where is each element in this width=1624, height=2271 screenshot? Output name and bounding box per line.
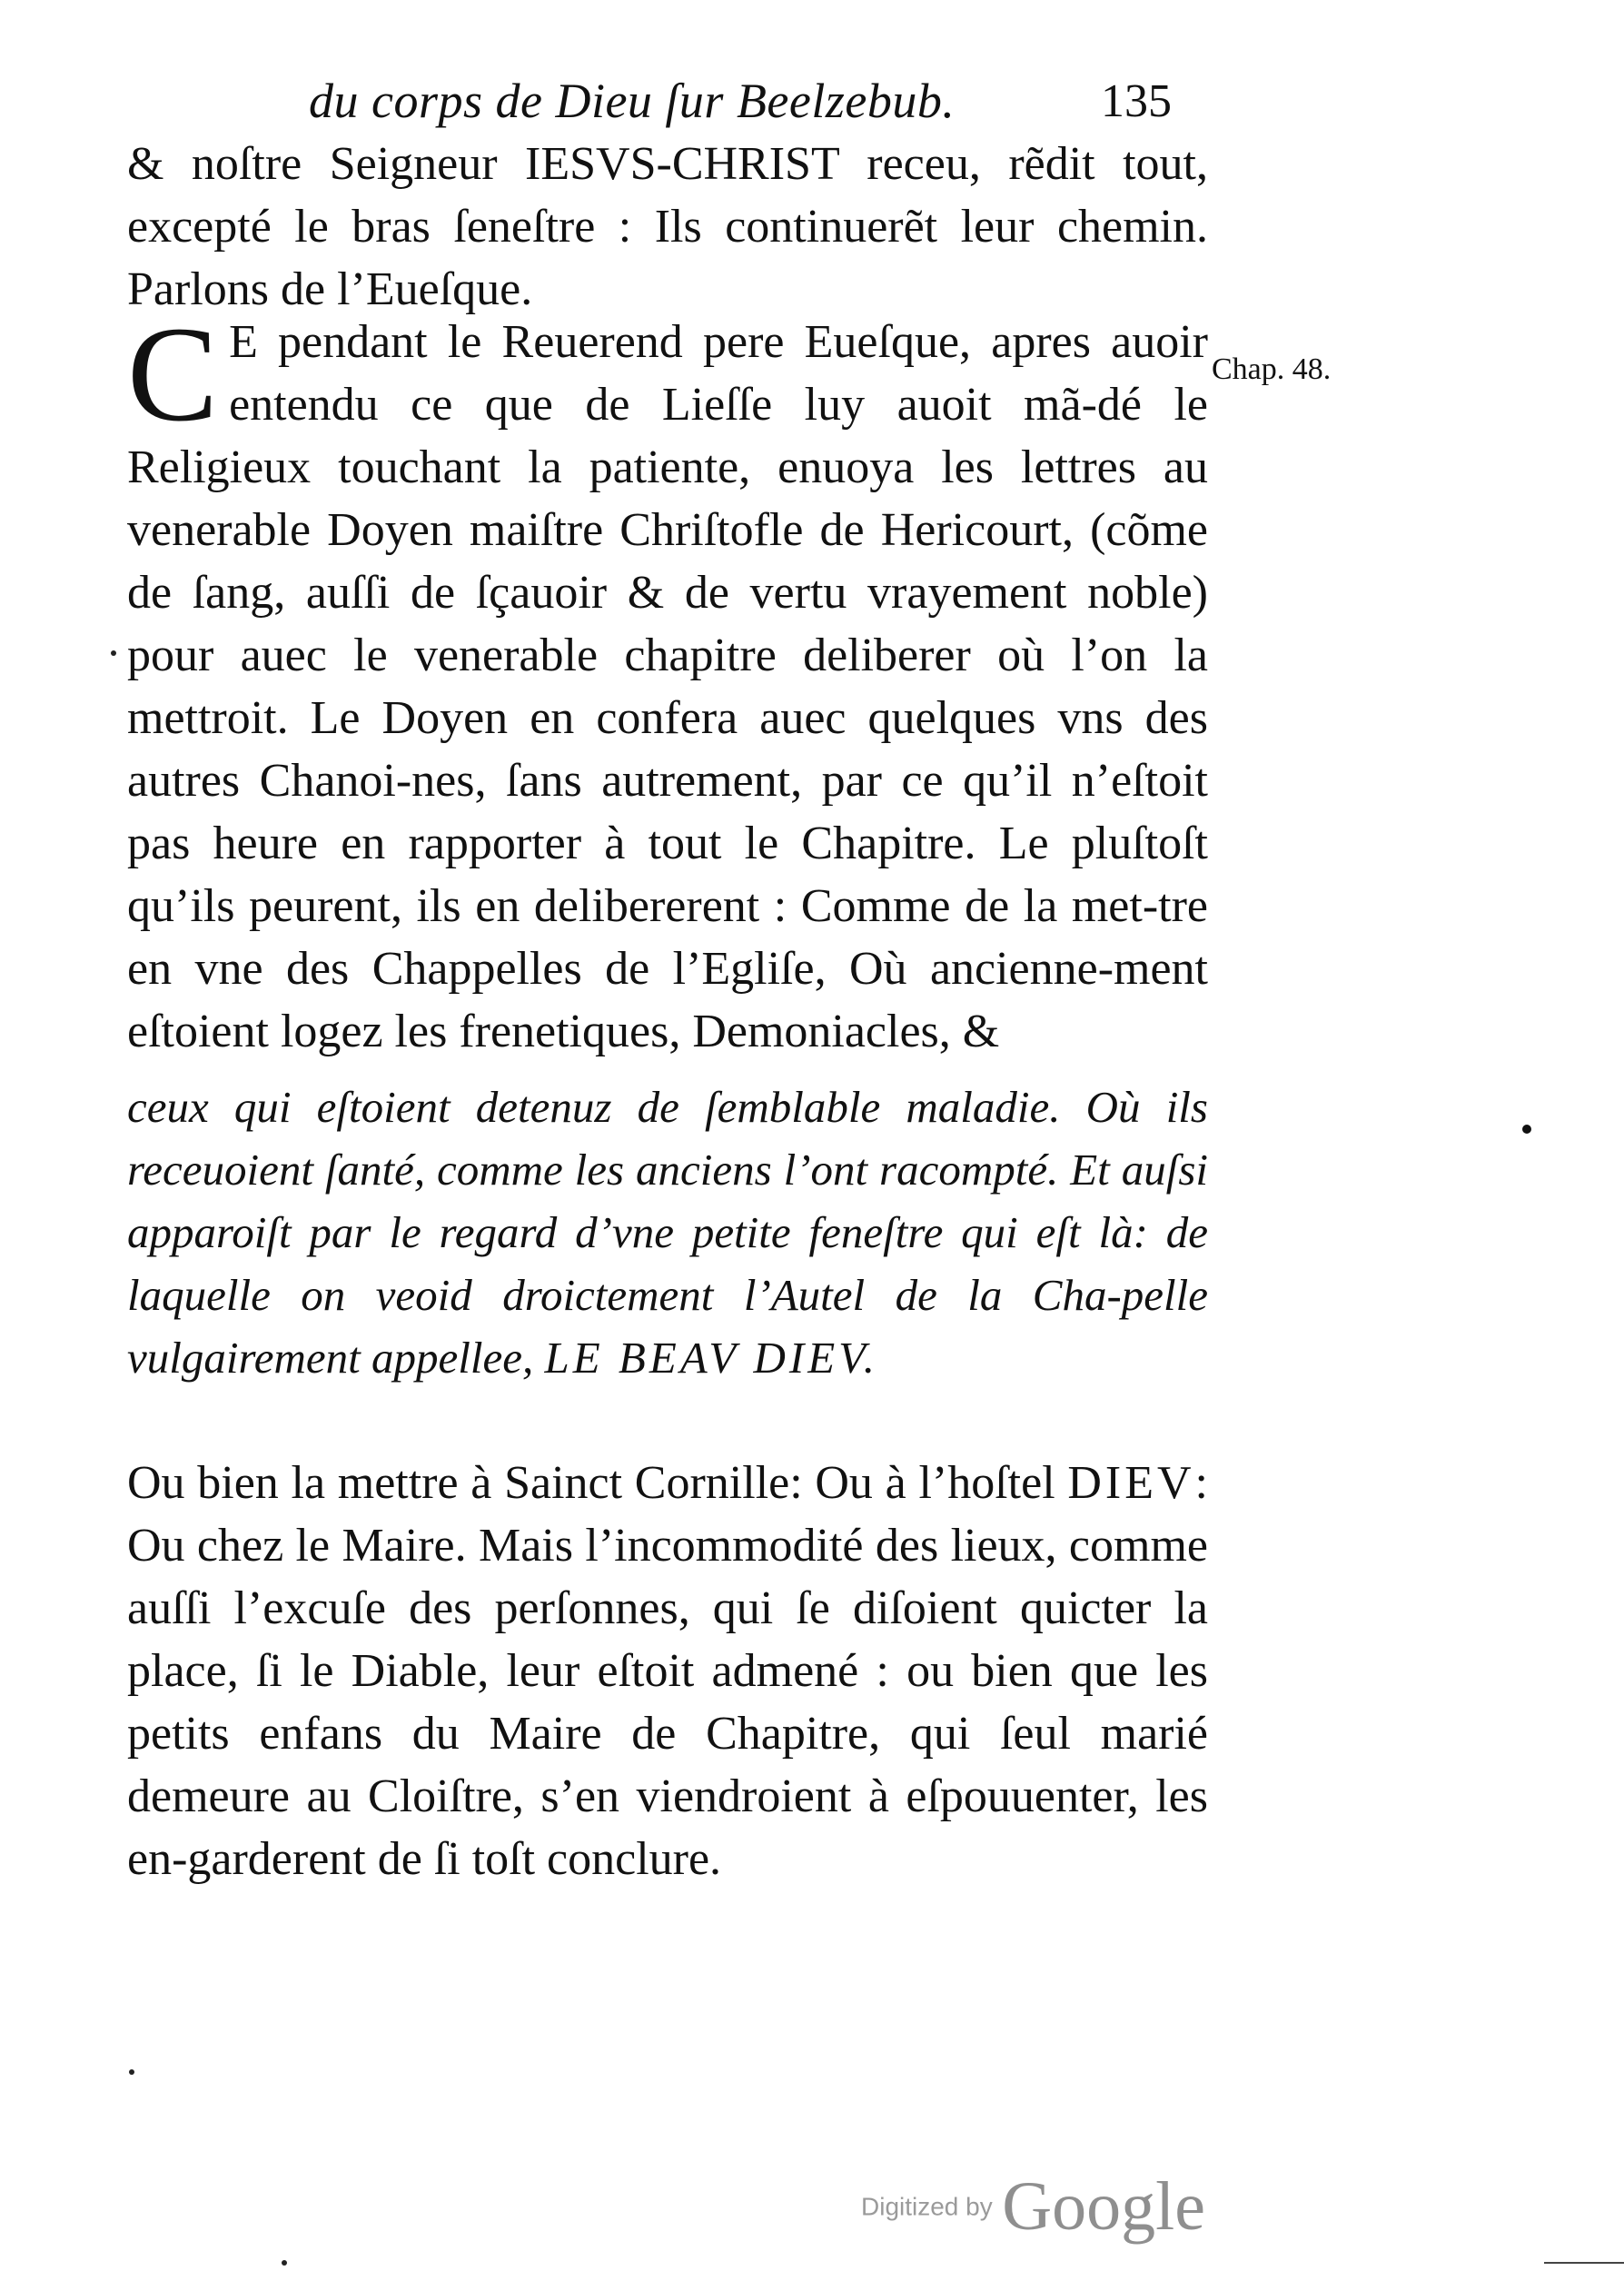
dieu-smallcaps: DIEV bbox=[1067, 1457, 1195, 1509]
drop-cap: C bbox=[127, 299, 219, 450]
google-logo: Google bbox=[1002, 2168, 1205, 2245]
italic-passage-text: ceux qui eſtoient detenuz de ſemblable maladie. Où ils receuoient ſanté, comme les anciens l’ont racompté. Et auſsi apparoiſt par le regard d’vne petite feneſtre qui eſt là: de laquelle on veoid droictement l’Autel de la Cha-pelle vulgairement appellee, bbox=[127, 1082, 1208, 1383]
digitized-watermark bbox=[861, 2167, 1205, 2246]
stray-ink-mark bbox=[129, 2069, 134, 2075]
bottom-edge-rule bbox=[1544, 2262, 1624, 2264]
stray-ink-mark bbox=[282, 2260, 287, 2266]
paragraph-continuation: & noſtre Seigneur IESVS-CHRIST receu, rẽdit tout, excepté le bras ſeneſtre : Ils continuerẽt leur chemin. Parlons de l’Eueſque. bbox=[127, 138, 1208, 315]
chapter-marginal-note: Chap. 48. bbox=[1212, 352, 1332, 386]
running-head: du corps de Dieu ſur Beelzebub. bbox=[309, 74, 956, 128]
chapel-name-smallcaps: LE BEAV DIEV. bbox=[544, 1333, 879, 1383]
page-number: 135 bbox=[1101, 75, 1172, 127]
paragraph-closing bbox=[127, 1452, 1208, 1890]
ink-dot bbox=[1522, 1125, 1531, 1134]
paragraph-italic-passage bbox=[127, 1076, 1208, 1389]
closing-text-start: Ou bien la mettre à Sainct Cornille: Ou à l’hoſtel bbox=[127, 1457, 1055, 1509]
stray-ink-mark bbox=[111, 650, 116, 656]
closing-text-rest: : Ou chez le Maire. Mais l’incommodité des lieux, comme auſſi l’excuſe des perſonnes, qui ſe diſoient quicter la place, ſi le Diable, leur eſtoit admené : ou bien que les petits enfans du Maire de Chapitre, qui ſeul marié demeure au Cloiſtre, s’en viendroient à eſpouuenter, les en-garderent de ſi toſt conclure. bbox=[127, 1457, 1208, 1885]
chapter-opening-text: E pendant le Reuerend pere Eueſque, apres auoir entendu ce que de Lieſſe luy auoit mã-dé le Religieux touchant la patiente, enuoya les lettres au venerable Doyen maiſtre Chriſtofle de Hericourt, (cõme de ſang, auſſi de ſçauoir & de vertu vrayement noble) pour auec le venerable chapitre deliberer où l’on la mettroit. Le Doyen en confera auec quelques vns des autres Chanoi-nes, ſans autrement, par ce qu’il n’eſtoit pas heure en rapporter à tout le Chapitre. Le pluſtoſt qu’ils peurent, ils en delibererent : Comme de la met-tre en vne des Chappelles de l’Egliſe, Où ancienne-ment eſtoient logez les frenetiques, Demoniacles, & bbox=[127, 316, 1208, 1057]
watermark-prefix: Digitized by bbox=[861, 2192, 993, 2221]
paragraph-chapter-opening bbox=[127, 299, 1208, 1063]
